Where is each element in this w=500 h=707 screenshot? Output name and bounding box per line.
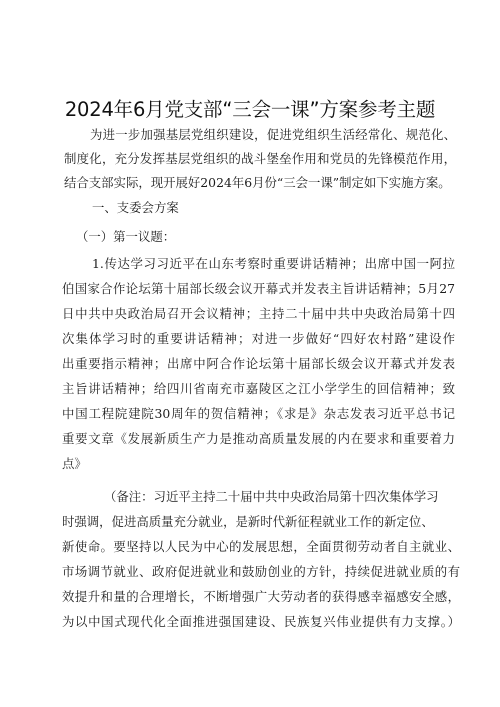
subsection-heading: （一）第一议题：	[76, 229, 176, 244]
item-line: 出重要指示精神；出席中阿合作论坛第十届部长级会议开幕式并发表	[62, 356, 455, 371]
item-line: 次集体学习时的重要讲话精神；对进一步做好“四好农村路”建设作	[62, 331, 455, 346]
item-line: 伯国家合作论坛第十届部长级会议开幕式并发表主旨讲话精神；5月27	[62, 281, 455, 296]
intro-line: 结合支部实际，现开展好2024年6月份“三会一课”制定如下实施方案。	[64, 175, 451, 190]
item-line: 日中共中央政治局召开会议精神；主持二十届中共中央政治局第十四	[62, 306, 455, 321]
item-line: 主旨讲话精神；给四川省南充市嘉陵区之江小学学生的回信精神；致	[62, 381, 455, 396]
note-line: 为以中国式现代化全面推进强国建设、民族复兴伟业提供有力支撑。）	[62, 614, 460, 629]
note-line: 市场调节就业、政府促进就业和鼓励创业的方针，持续促进就业质的有	[62, 564, 460, 579]
item-line: 1.传达学习习近平在山东考察时重要讲话精神；出席中国一阿拉	[92, 256, 455, 271]
note-line: 新使命。要坚持以人民为中心的发展思想，全面贯彻劳动者自主就业、	[62, 539, 460, 554]
note-line: （备注：习近平主持二十届中共中央政治局第十四次集体学习	[104, 489, 439, 504]
document-title: 2024年6月党支部“三会一课”方案参考主题	[64, 98, 436, 121]
section-heading: 一、支委会方案	[92, 200, 179, 215]
item-line: 中国工程院建院30周年的贺信精神；《求是》杂志发表习近平总书记	[62, 406, 455, 421]
note-line: 效提升和量的合理增长，不断增强广大劳动者的获得感幸福感安全感，	[62, 589, 460, 604]
intro-line: 制度化，充分发挥基层党组织的战斗堡垒作用和党员的先锋模范作用，	[64, 151, 456, 166]
intro-line: 为进一步加强基层党组织建设，促进党组织生活经常化、规范化、	[90, 127, 456, 142]
note-line: 时强调，促进高质量充分就业，是新时代新征程就业工作的新定位、	[62, 514, 434, 529]
item-line: 重要文章《发展新质生产力是推动高质量发展的内在要求和重要着力	[62, 431, 455, 446]
item-line: 点》	[62, 456, 87, 471]
